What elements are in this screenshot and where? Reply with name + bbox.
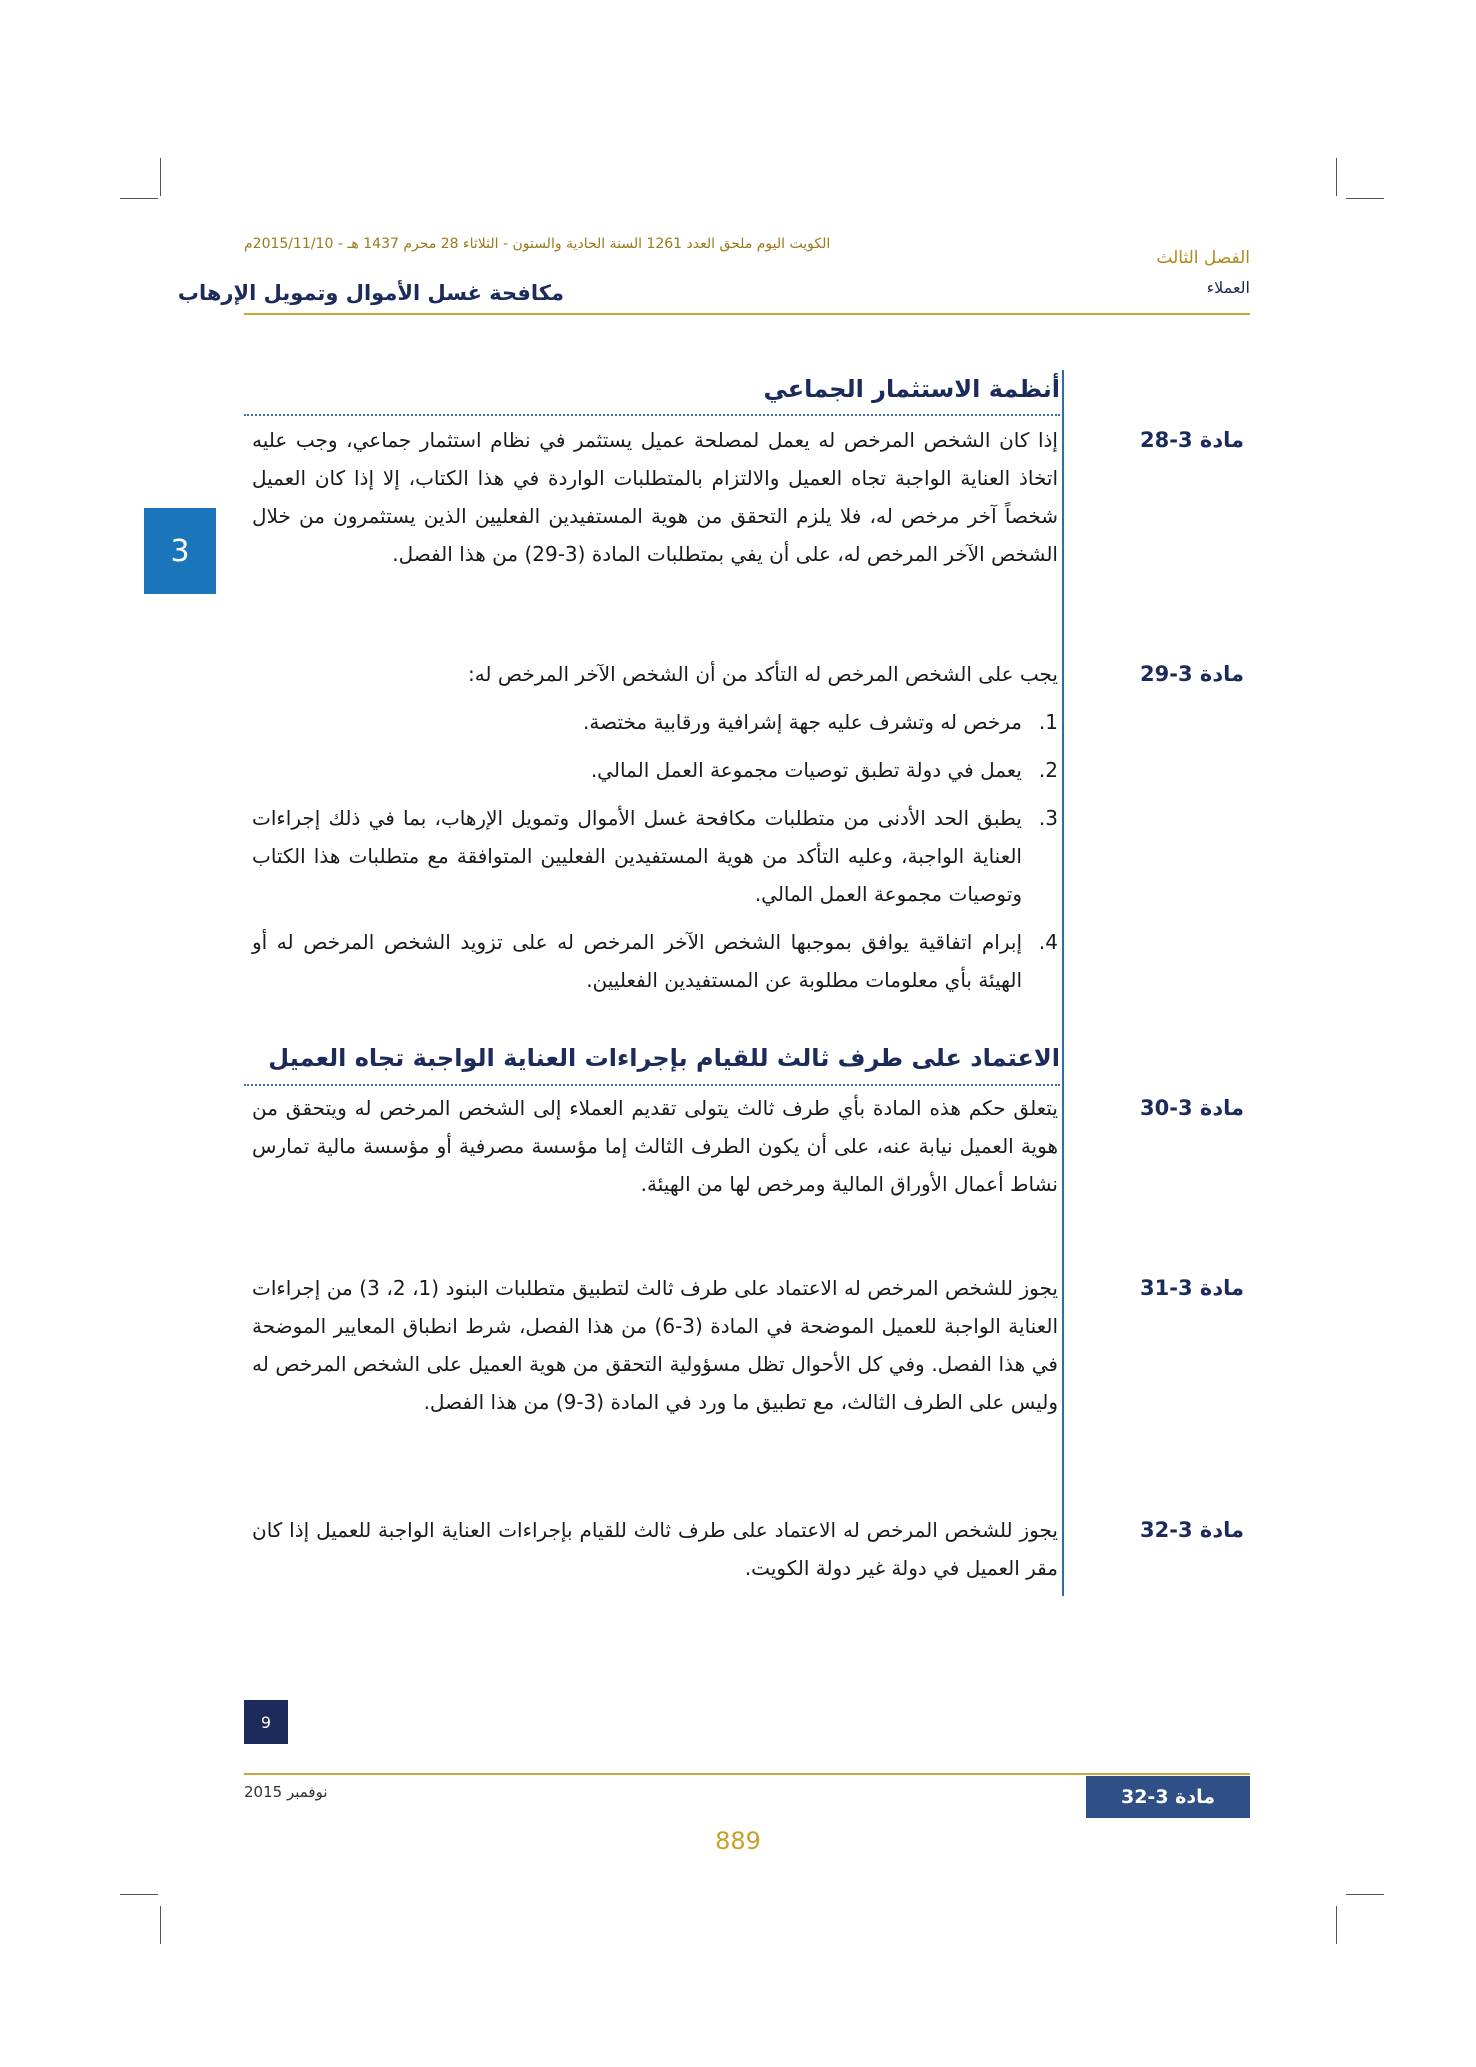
list-item-text: إبرام اتفاقية يوافق بموجبها الشخص الآخر المرخص له على تزويد الشخص المرخص له أو الهيئة بأي معلومات مطلوبة عن المستفيدين الفعليين.	[252, 930, 1022, 992]
list-item	[252, 751, 1058, 789]
article-text: يتعلق حكم هذه المادة بأي طرف ثالث يتولى تقديم العملاء إلى الشخص المرخص له ويتحقق من هوية العميل نيابة عنه، على أن يكون الطرف الثالث إما مؤسسة مصرفية أو مؤسسة مالية تمارس نشاط أعمال الأوراق المالية ومرخص لها من الهيئة.	[252, 1096, 1058, 1196]
gazette-info: الكويت اليوم ملحق العدد 1261 السنة الحادية والستون - الثلاثاء 28 محرم 1437 هـ - 2015/11/10م	[244, 236, 831, 252]
content-vertical-rule	[1062, 370, 1064, 1596]
header-divider	[244, 313, 1250, 315]
crop-mark	[1346, 198, 1384, 199]
page-number: 9	[244, 1700, 288, 1744]
chapter-subtitle: العملاء	[1206, 278, 1250, 297]
article-label: مادة 3-30	[1140, 1096, 1244, 1120]
section-heading: الاعتماد على طرف ثالث للقيام بإجراءات العناية الواجبة تجاه العميل	[268, 1044, 1060, 1072]
list-number: 1.	[1038, 710, 1058, 734]
footer-article-range: مادة 3-32	[1086, 1776, 1250, 1818]
list-item-text: يطبق الحد الأدنى من متطلبات مكافحة غسل الأموال وتمويل الإرهاب، بما في ذلك إجراءات العناية الواجبة، وعليه التأكد من هوية المستفيدين الفعليين المتوافقة مع متطلبات هذا الكتاب وتوصيات مجموعة العمل المالي.	[252, 806, 1022, 906]
crop-mark	[1336, 158, 1337, 196]
article-label: مادة 3-28	[1140, 428, 1244, 452]
crop-mark	[120, 198, 158, 199]
requirements-list	[252, 703, 1058, 999]
list-item	[252, 799, 1058, 913]
crop-mark	[160, 1906, 161, 1944]
section-heading: أنظمة الاستثمار الجماعي	[763, 375, 1060, 403]
section-divider	[244, 414, 1060, 416]
article-text: إذا كان الشخص المرخص له يعمل لمصلحة عميل يستثمر في نظام استثمار جماعي، وجب عليه اتخاذ العناية الواجبة تجاه العميل والالتزام بالمتطلبات الواردة في هذا الكتاب، إلا إذا كان العميل شخصاً آخر مرخص له، فلا يلزم التحقق من هوية المستفيدين الفعليين الذين يستثمرون من خلال الشخص الآخر المرخص له، على أن يفي بمتطلبات المادة (3-29) من هذا الفصل.	[252, 428, 1058, 566]
list-item-text: مرخص له وتشرف عليه جهة إشرافية ورقابية مختصة.	[583, 710, 1022, 734]
list-item-text: يعمل في دولة تطبق توصيات مجموعة العمل المالي.	[590, 758, 1022, 782]
list-number: 3.	[1038, 806, 1058, 830]
list-number: 2.	[1038, 758, 1058, 782]
article-text: يجوز للشخص المرخص له الاعتماد على طرف ثالث لتطبيق متطلبات البنود (1، 2، 3) من إجراءات العناية الواجبة للعميل الموضحة في المادة (3-6) من هذا الفصل، شرط انطباق المعايير الموضحة في هذا الفصل. وفي كل الأحوال تظل مسؤولية التحقق من هوية العميل على الشخص المرخص له وليس على الطرف الثالث، مع تطبيق ما ورد في المادة (3-9) من هذا الفصل.	[252, 1276, 1058, 1414]
section-divider	[244, 1084, 1060, 1086]
article-intro: يجب على الشخص المرخص له التأكد من أن الشخص الآخر المرخص له:	[467, 662, 1058, 686]
crop-mark	[120, 1894, 158, 1895]
article-label: مادة 3-29	[1140, 662, 1244, 686]
footer-date: نوفمبر 2015	[244, 1783, 328, 1801]
book-title: مكافحة غسل الأموال وتمويل الإرهاب	[177, 281, 564, 305]
article-text: يجوز للشخص المرخص له الاعتماد على طرف ثالث للقيام بإجراءات العناية الواجبة للعميل إذا كان مقر العميل في دولة غير دولة الكويت.	[252, 1518, 1058, 1580]
chapter-tab: 3	[144, 508, 216, 594]
gazette-page-number: 889	[715, 1827, 761, 1855]
list-item	[252, 923, 1058, 999]
footer-divider	[244, 1773, 1250, 1775]
list-item	[252, 703, 1058, 741]
article-label: مادة 3-32	[1140, 1518, 1244, 1542]
list-number: 4.	[1038, 930, 1058, 954]
crop-mark	[160, 158, 161, 196]
article-label: مادة 3-31	[1140, 1276, 1244, 1300]
crop-mark	[1346, 1894, 1384, 1895]
crop-mark	[1336, 1906, 1337, 1944]
chapter-label: الفصل الثالث	[1156, 248, 1250, 268]
